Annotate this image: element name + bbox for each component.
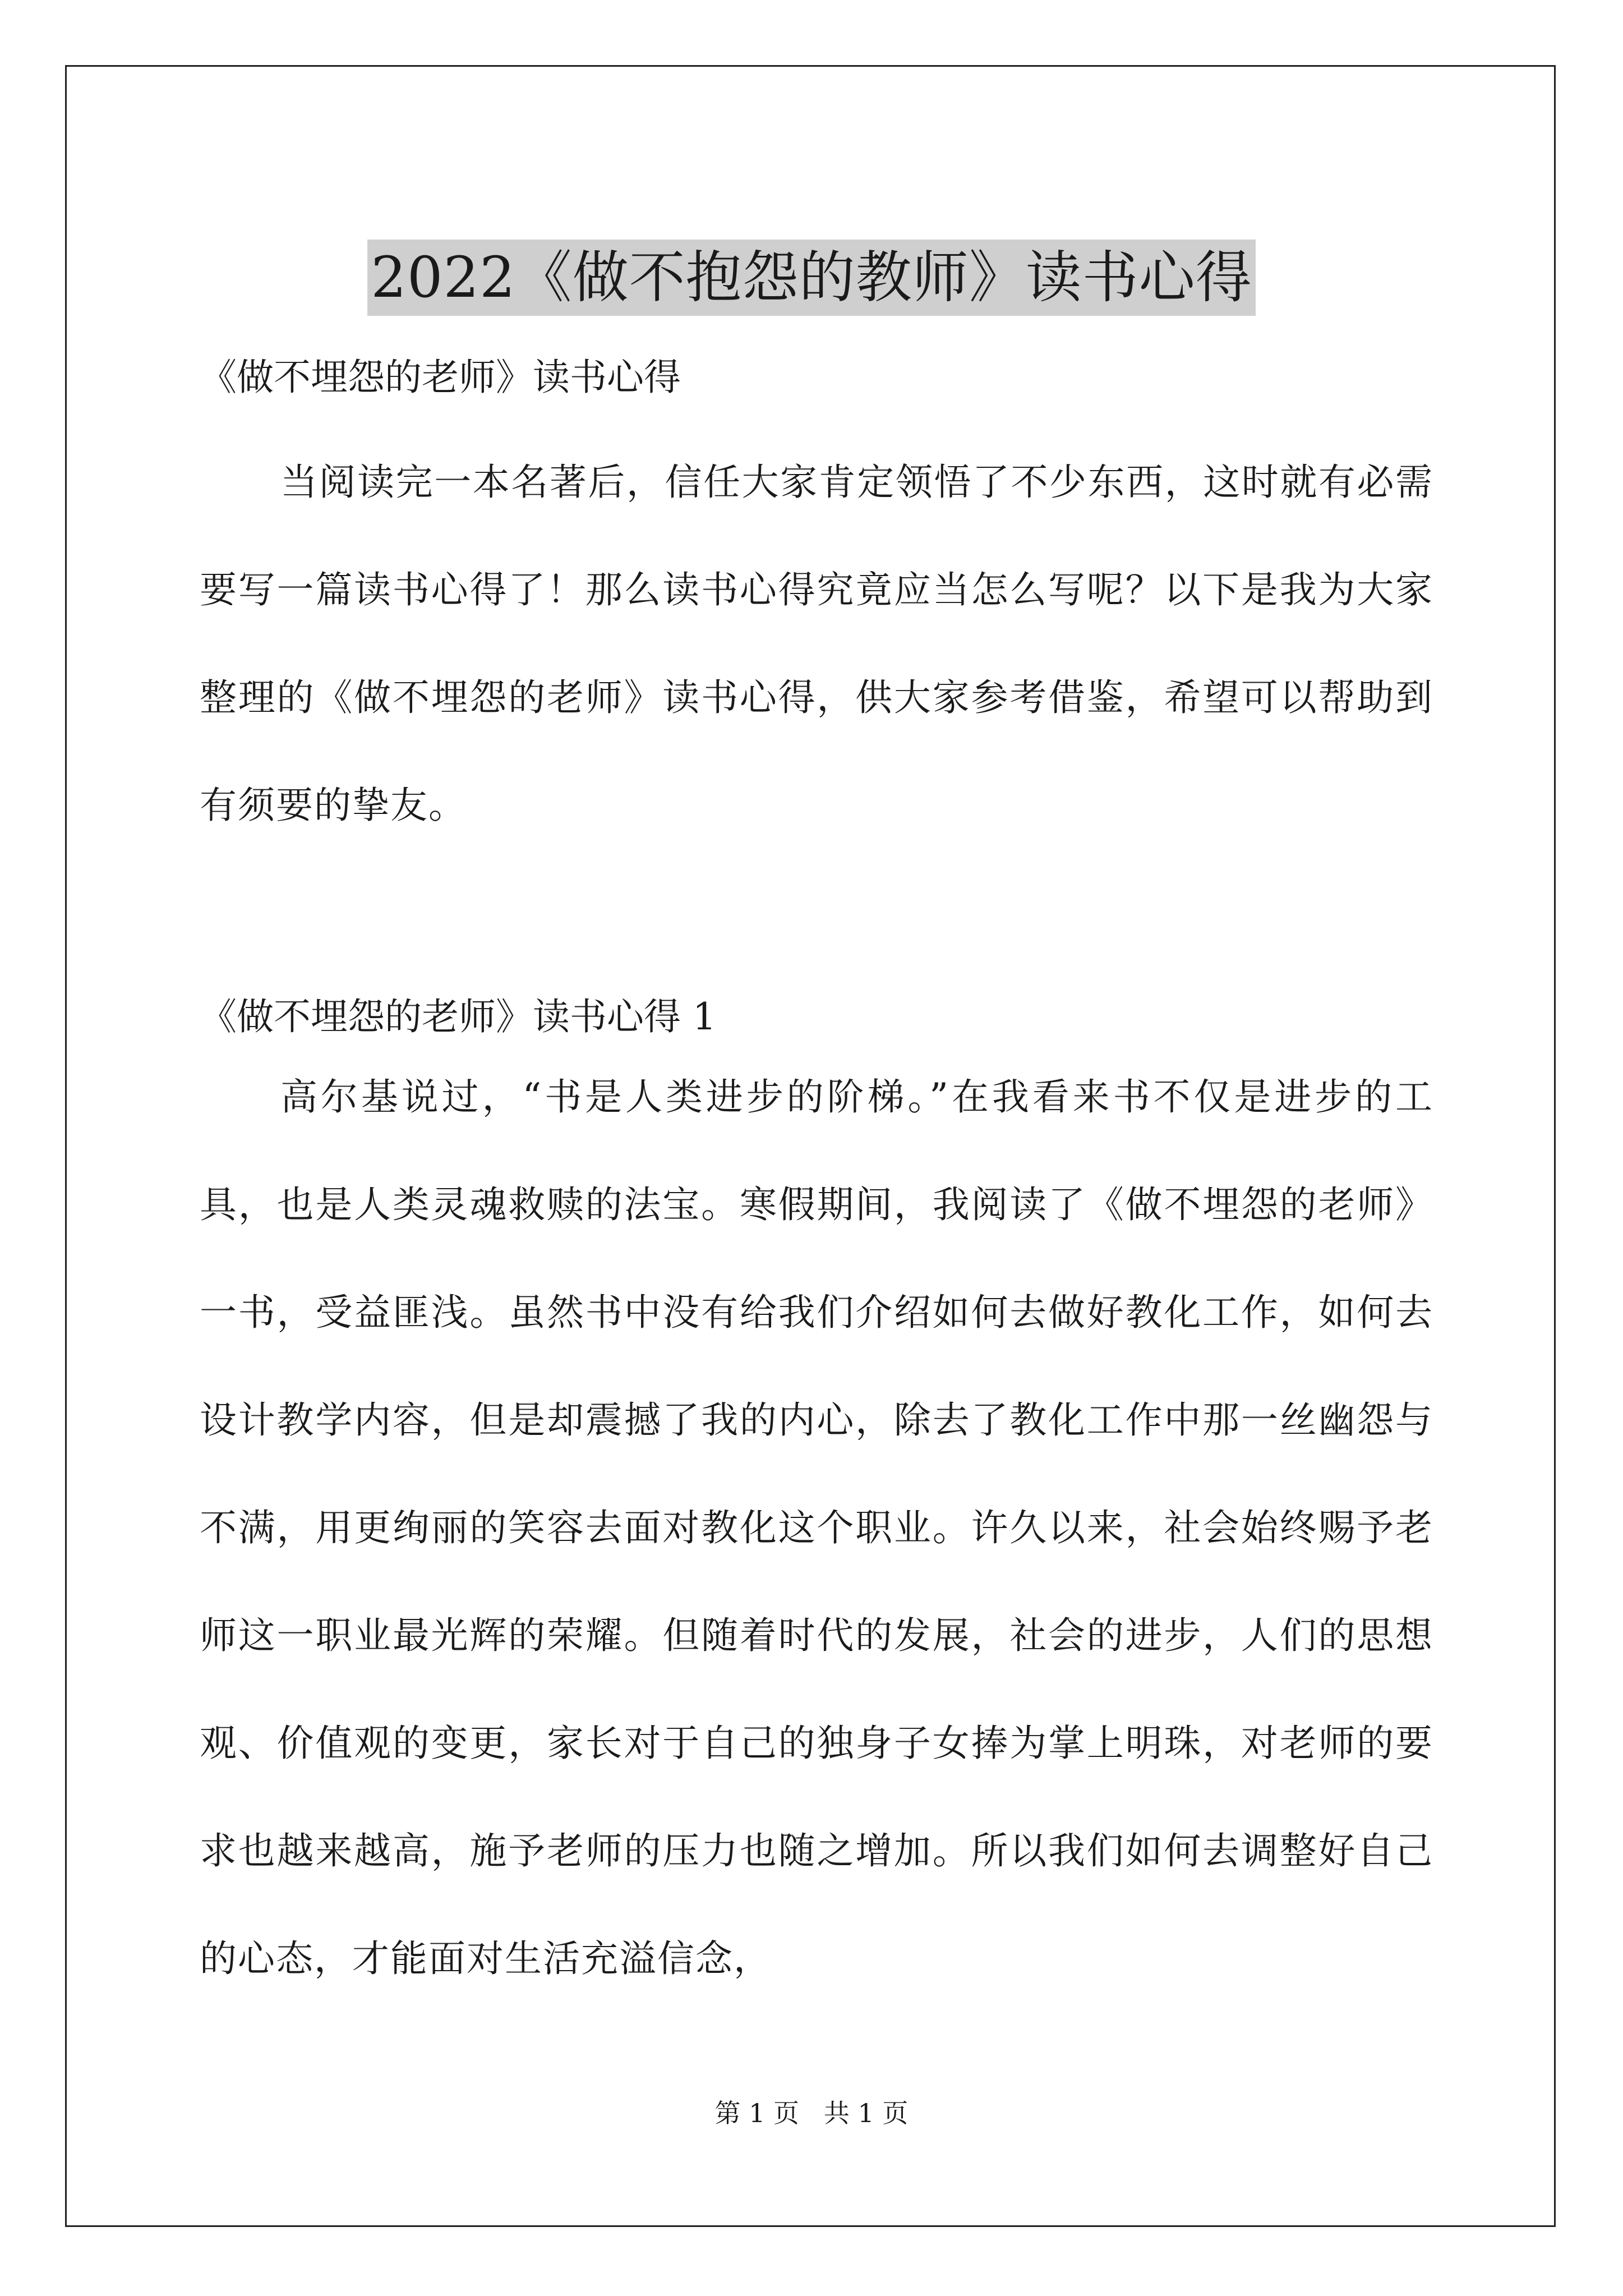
intro-paragraph: 当阅读完一本名著后，信任大家肯定领悟了不少东西，这时就有必需要写一篇读书心得了！那么读书心得究竟应当怎么写呢？以下是我为大家整理的《做不埋怨的老师》读书心得，供大家参考借鉴，希望可以帮助到有须要的挚友。 (200, 461, 1433, 827)
intro-heading: 《做不埋怨的老师》读书心得 (200, 356, 681, 399)
title-container (0, 202, 1623, 353)
document-title: 2022《做不抱怨的教师》读书心得 (367, 240, 1256, 316)
page-number-footer: 第 1 页 共 1 页 (714, 2098, 909, 2128)
section-1-heading: 《做不埋怨的老师》读书心得 1 (200, 995, 716, 1038)
section-1-paragraph: 高尔基说过，“书是人类进步的阶梯。”在我看来书不仅是进步的工具，也是人类灵魂救赎的法宝。寒假期间，我阅读了《做不埋怨的老师》一书，受益匪浅。虽然书中没有给我们介绍如何去做好教化工作，如何去设计教学内容，但是却震撼了我的内心，除去了教化工作中那一丝幽怨与不满，用更绚丽的笑容去面对教化这个职业。许久以来，社会始终赐予老师这一职业最光辉的荣耀。但随着时代的发展，社会的进步，人们的思想观、价值观的变更，家长对于自己的独身子女捧为掌上明珠，对老师的要求也越来越高，施予老师的压力也随之增加。所以我们如何去调整好自己的心态，才能面对生活充溢信念， (200, 1075, 1433, 1980)
